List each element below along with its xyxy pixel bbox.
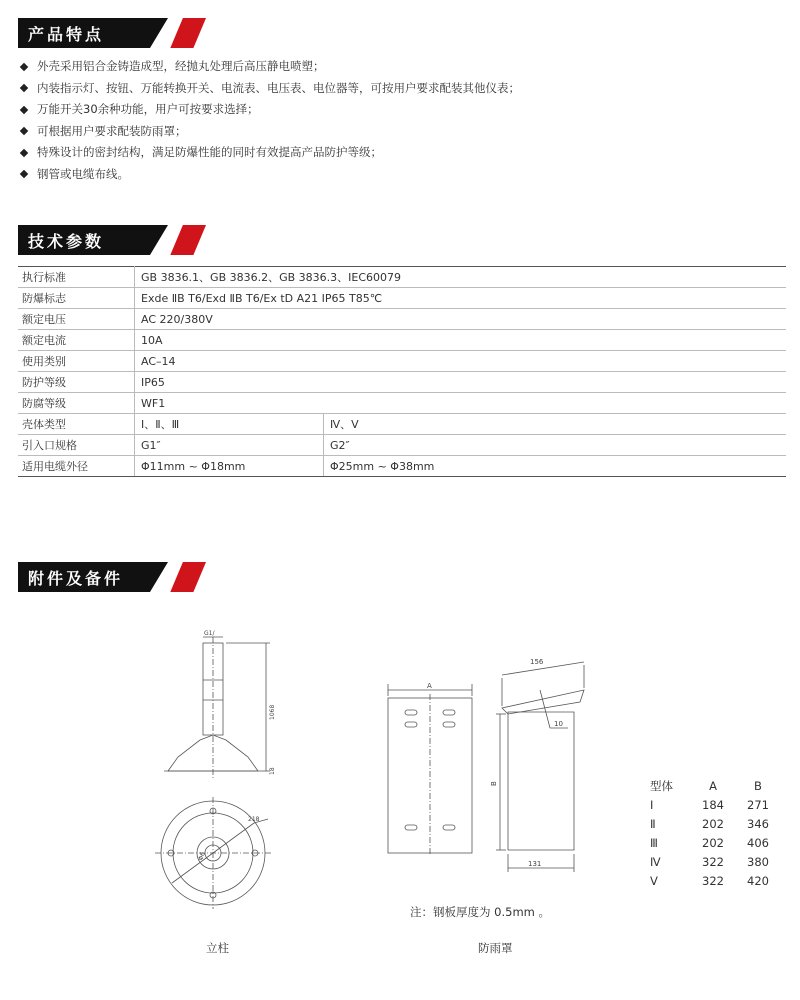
- pole-side-drawing: [150, 625, 290, 785]
- note-text: 注：钢板厚度为 0.5mm 。: [410, 905, 551, 919]
- pole-base-drawing: [150, 795, 290, 915]
- diamond-bullet-icon: [20, 84, 28, 92]
- rain-cover-side-drawing: [480, 650, 600, 890]
- diamond-bullet-icon: [20, 149, 28, 157]
- table-row: 防腐等级 WF1: [18, 393, 786, 414]
- top-label: 156: [530, 658, 544, 666]
- diamond-bullet-icon: [20, 106, 28, 114]
- table-row: 壳体类型 Ⅰ、Ⅱ、Ⅲ Ⅳ、Ⅴ: [18, 414, 786, 435]
- bolt-label: Φ6: [197, 851, 207, 862]
- dimension-table: [650, 776, 784, 890]
- table-row: Ⅴ 322 420: [650, 873, 769, 888]
- list-item: 万能开关30余种功能，用户可按要求选择；: [18, 99, 520, 121]
- base-label: 18: [269, 767, 276, 775]
- list-item: 钢管或电缆布线。: [18, 164, 520, 186]
- table-row: Ⅰ 184 271: [650, 797, 769, 812]
- table-row: 额定电压 AC 220/380V: [18, 309, 786, 330]
- diamond-bullet-icon: [20, 170, 28, 178]
- table-row: Ⅲ 202 406: [650, 835, 769, 850]
- thread-label: G1/: [204, 630, 215, 637]
- params-table: [18, 266, 786, 477]
- section-header-features: [18, 18, 188, 48]
- list-item: 特殊设计的密封结构，满足防爆性能的同时有效提高产品防护等级；: [18, 142, 520, 164]
- feature-list: [18, 56, 520, 185]
- pole-caption: 立柱: [206, 941, 229, 955]
- list-item: 可根据用户要求配装防雨罩；: [18, 121, 520, 143]
- height-label: B: [490, 781, 498, 786]
- section-title: 附件及备件: [28, 569, 124, 588]
- table-row: 防爆标志 Exde ⅡB T6/Exd ⅡB T6/Ex tD A21 IP65 T85℃: [18, 288, 786, 309]
- diamond-bullet-icon: [20, 127, 28, 135]
- lip-label: 10: [554, 720, 563, 728]
- table-row: 使用类别 AC–14: [18, 351, 786, 372]
- table-row: 执行标准 GB 3836.1、GB 3836.2、GB 3836.3、IEC60079: [18, 267, 786, 288]
- diamond-bullet-icon: [20, 63, 28, 71]
- section-header-accessories: [18, 562, 188, 592]
- diameter-label: 218: [248, 816, 260, 823]
- rain-cover-front-drawing: [380, 680, 480, 860]
- section-header-params: [18, 225, 188, 255]
- section-title: 技术参数: [28, 232, 105, 251]
- list-item: 外壳采用铝合金铸造成型，经抛丸处理后高压静电喷塑；: [18, 56, 520, 78]
- table-row: 防护等级 IP65: [18, 372, 786, 393]
- table-row: 型体 A B: [650, 778, 762, 793]
- table-row: 引入口规格 G1″ G2″: [18, 435, 786, 456]
- section-title: 产品特点: [28, 25, 105, 44]
- rain-cover-caption: 防雨罩: [478, 941, 513, 955]
- table-row: 适用电缆外径 Φ11mm ~ Φ18mm Φ25mm ~ Φ38mm: [18, 456, 786, 477]
- depth-label: 131: [528, 860, 542, 868]
- width-label: A: [427, 682, 432, 690]
- list-item: 内装指示灯、按钮、万能转换开关、电流表、电压表、电位器等，可按用户要求配装其他仪表；: [18, 78, 520, 100]
- table-row: 额定电流 10A: [18, 330, 786, 351]
- table-row: Ⅳ 322 380: [650, 854, 769, 869]
- table-row: Ⅱ 202 346: [650, 816, 769, 831]
- height-label: 1068: [269, 704, 276, 720]
